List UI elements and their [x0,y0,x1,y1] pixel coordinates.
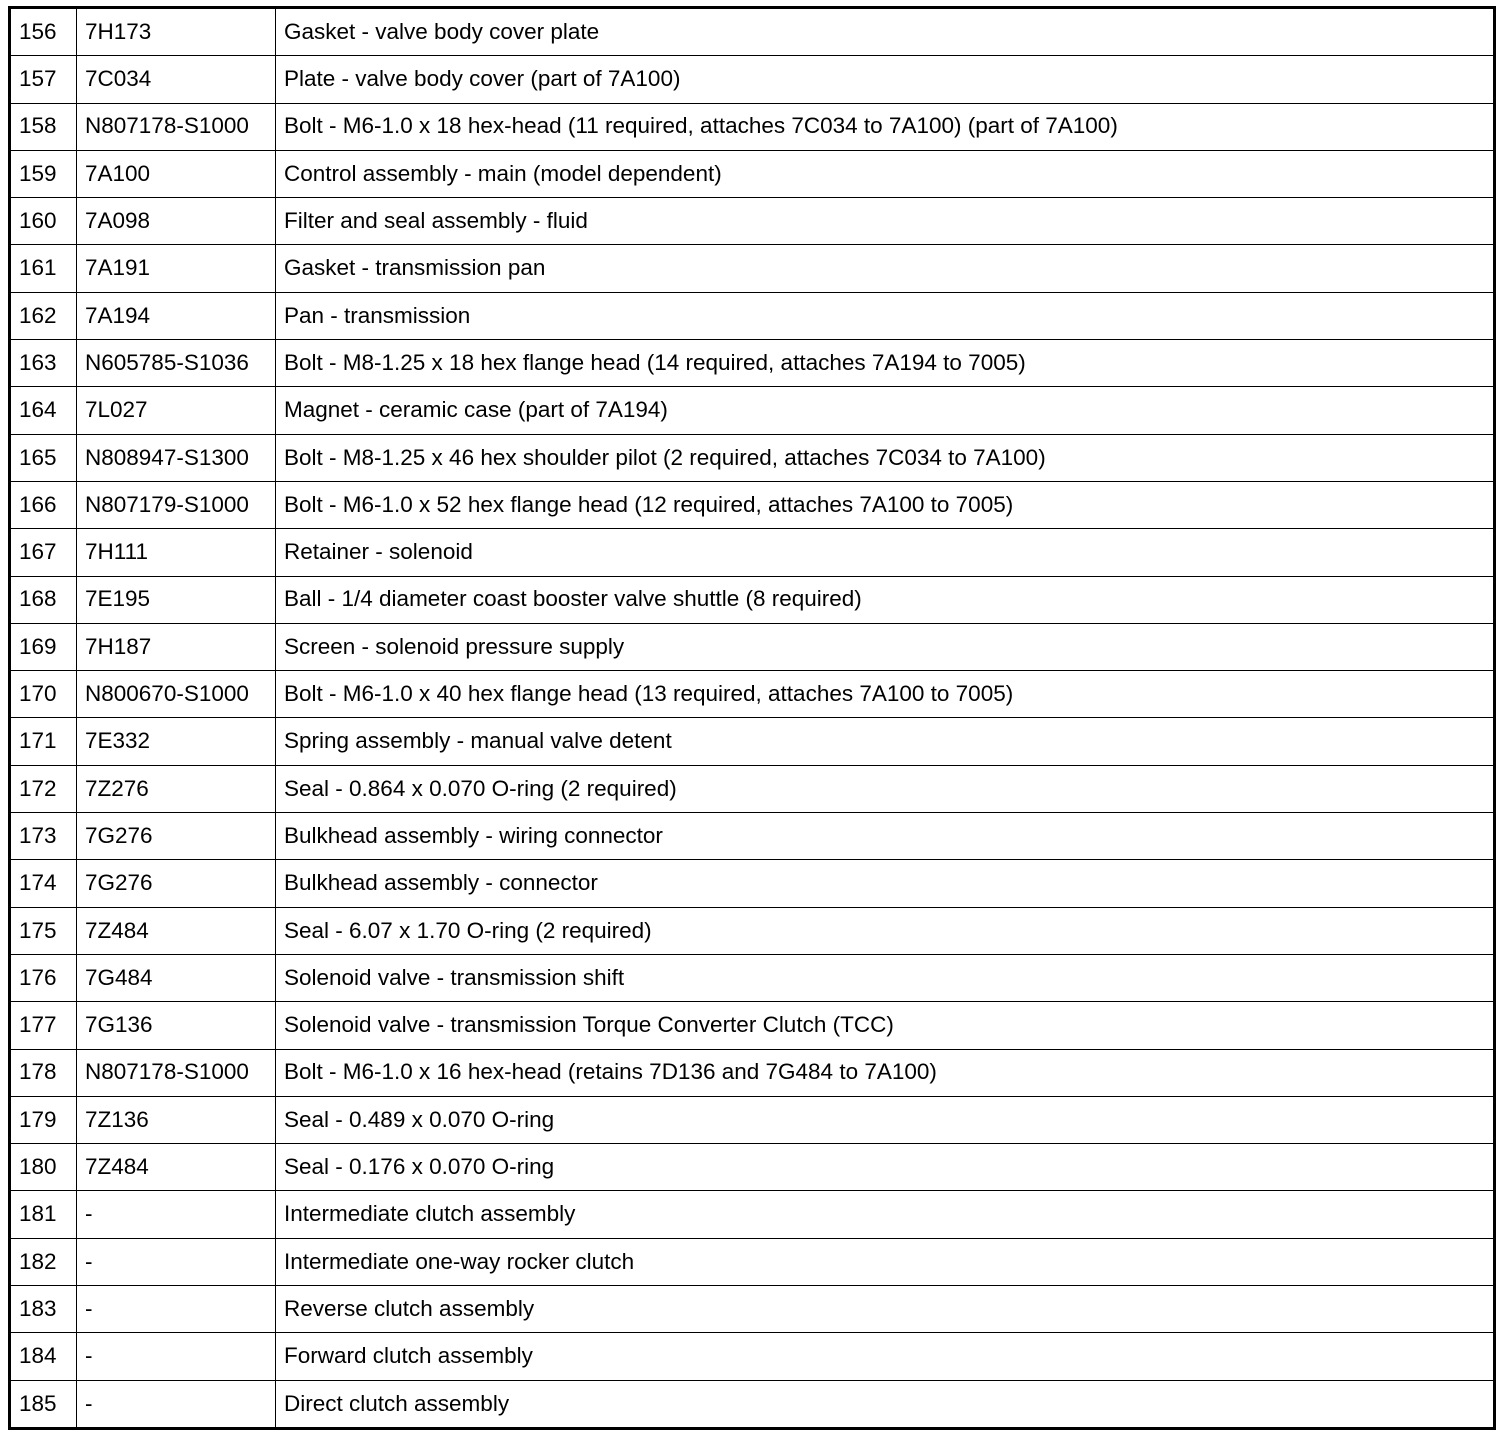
part-description: Solenoid valve - transmission Torque Converter Clutch (TCC) [276,1002,1495,1049]
table-row [10,907,1495,954]
table-row [10,954,1495,1001]
part-description: Ball - 1/4 diameter coast booster valve shuttle (8 required) [276,576,1495,623]
part-description: Solenoid valve - transmission shift [276,954,1495,1001]
table-row [10,340,1495,387]
part-number: 7C034 [77,56,276,103]
item-number: 170 [10,671,77,718]
item-number: 160 [10,198,77,245]
table-row [10,387,1495,434]
item-number: 156 [10,8,77,56]
part-number: - [77,1191,276,1238]
table-row [10,1049,1495,1096]
item-number: 164 [10,387,77,434]
part-description: Bolt - M8-1.25 x 46 hex shoulder pilot (2 required, attaches 7C034 to 7A100) [276,434,1495,481]
part-number: - [77,1238,276,1285]
part-number: N807178-S1000 [77,1049,276,1096]
part-number: 7H173 [77,8,276,56]
item-number: 176 [10,954,77,1001]
table-row [10,623,1495,670]
part-number: N807179-S1000 [77,481,276,528]
part-number: 7Z484 [77,1144,276,1191]
item-number: 183 [10,1286,77,1333]
table-row [10,434,1495,481]
item-number: 163 [10,340,77,387]
item-number: 157 [10,56,77,103]
part-number: 7A191 [77,245,276,292]
part-description: Bulkhead assembly - wiring connector [276,813,1495,860]
part-number: N807178-S1000 [77,103,276,150]
item-number: 184 [10,1333,77,1380]
table-row [10,292,1495,339]
table-row [10,718,1495,765]
part-number: 7G136 [77,1002,276,1049]
part-description: Gasket - transmission pan [276,245,1495,292]
part-description: Intermediate one-way rocker clutch [276,1238,1495,1285]
item-number: 172 [10,765,77,812]
item-number: 161 [10,245,77,292]
part-number: 7E332 [77,718,276,765]
part-description: Seal - 0.864 x 0.070 O-ring (2 required) [276,765,1495,812]
item-number: 180 [10,1144,77,1191]
part-number: 7A194 [77,292,276,339]
part-number: 7G276 [77,813,276,860]
part-number: N605785-S1036 [77,340,276,387]
part-description: Bolt - M8-1.25 x 18 hex flange head (14 required, attaches 7A194 to 7005) [276,340,1495,387]
table-row [10,1238,1495,1285]
table-row [10,671,1495,718]
part-number: - [77,1380,276,1428]
part-description: Control assembly - main (model dependent) [276,150,1495,197]
table-row [10,150,1495,197]
part-number: 7G276 [77,860,276,907]
part-description: Forward clutch assembly [276,1333,1495,1380]
part-number: 7A100 [77,150,276,197]
part-description: Bolt - M6-1.0 x 52 hex flange head (12 required, attaches 7A100 to 7005) [276,481,1495,528]
item-number: 166 [10,481,77,528]
parts-table-body [10,8,1495,1429]
item-number: 179 [10,1096,77,1143]
item-number: 167 [10,529,77,576]
part-description: Bolt - M6-1.0 x 16 hex-head (retains 7D136 and 7G484 to 7A100) [276,1049,1495,1096]
table-row [10,860,1495,907]
part-number: 7Z484 [77,907,276,954]
part-description: Bulkhead assembly - connector [276,860,1495,907]
part-description: Screen - solenoid pressure supply [276,623,1495,670]
part-number: 7H187 [77,623,276,670]
part-description: Magnet - ceramic case (part of 7A194) [276,387,1495,434]
table-row [10,576,1495,623]
part-description: Gasket - valve body cover plate [276,8,1495,56]
item-number: 171 [10,718,77,765]
table-row [10,245,1495,292]
item-number: 182 [10,1238,77,1285]
table-row [10,1144,1495,1191]
item-number: 162 [10,292,77,339]
item-number: 181 [10,1191,77,1238]
part-description: Seal - 6.07 x 1.70 O-ring (2 required) [276,907,1495,954]
part-description: Reverse clutch assembly [276,1286,1495,1333]
item-number: 175 [10,907,77,954]
part-description: Pan - transmission [276,292,1495,339]
part-number: 7E195 [77,576,276,623]
part-number: 7Z276 [77,765,276,812]
table-row [10,1096,1495,1143]
part-description: Retainer - solenoid [276,529,1495,576]
table-row [10,103,1495,150]
item-number: 178 [10,1049,77,1096]
item-number: 169 [10,623,77,670]
part-number: N808947-S1300 [77,434,276,481]
part-description: Direct clutch assembly [276,1380,1495,1428]
item-number: 159 [10,150,77,197]
part-description: Intermediate clutch assembly [276,1191,1495,1238]
part-number: 7H111 [77,529,276,576]
table-row [10,813,1495,860]
item-number: 177 [10,1002,77,1049]
table-row [10,1380,1495,1428]
table-row [10,8,1495,56]
table-row [10,1002,1495,1049]
table-row [10,1191,1495,1238]
part-description: Seal - 0.489 x 0.070 O-ring [276,1096,1495,1143]
table-row [10,1333,1495,1380]
part-description: Seal - 0.176 x 0.070 O-ring [276,1144,1495,1191]
item-number: 165 [10,434,77,481]
part-number: - [77,1286,276,1333]
table-row [10,765,1495,812]
part-number: 7Z136 [77,1096,276,1143]
table-row [10,1286,1495,1333]
part-number: 7L027 [77,387,276,434]
table-row [10,529,1495,576]
item-number: 173 [10,813,77,860]
part-description: Bolt - M6-1.0 x 40 hex flange head (13 required, attaches 7A100 to 7005) [276,671,1495,718]
table-row [10,198,1495,245]
part-number: - [77,1333,276,1380]
table-row [10,481,1495,528]
item-number: 174 [10,860,77,907]
part-description: Bolt - M6-1.0 x 18 hex-head (11 required, attaches 7C034 to 7A100) (part of 7A100) [276,103,1495,150]
part-number: N800670-S1000 [77,671,276,718]
table-row [10,56,1495,103]
part-description: Spring assembly - manual valve detent [276,718,1495,765]
part-description: Plate - valve body cover (part of 7A100) [276,56,1495,103]
part-number: 7A098 [77,198,276,245]
item-number: 185 [10,1380,77,1428]
parts-table [8,6,1496,1430]
part-description: Filter and seal assembly - fluid [276,198,1495,245]
item-number: 158 [10,103,77,150]
part-number: 7G484 [77,954,276,1001]
item-number: 168 [10,576,77,623]
